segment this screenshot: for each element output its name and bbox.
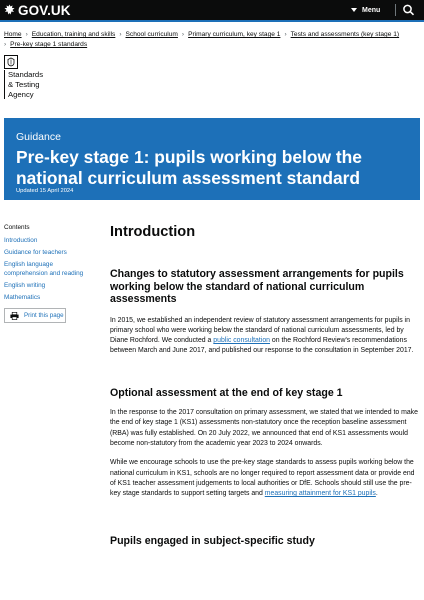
- chevron-right-icon: ›: [284, 31, 287, 38]
- section-heading-subject-specific: Pupils engaged in subject-specific study: [110, 534, 315, 547]
- paragraph-rochford-review: [110, 316, 420, 357]
- contents-list: [4, 224, 96, 323]
- govuk-header: [0, 0, 424, 20]
- updated-date: Updated 15 April 2024: [16, 188, 74, 194]
- header-divider: [395, 4, 396, 16]
- contents-item: [4, 248, 96, 257]
- menu-label: Menu: [362, 6, 381, 14]
- print-button[interactable]: [4, 308, 66, 323]
- organisation-name-line-1: Standards: [8, 70, 44, 79]
- contents-link-english-writing[interactable]: English writing: [4, 282, 46, 289]
- organisation-name-line-2: & Testing: [8, 79, 40, 89]
- menu-button[interactable]: [351, 3, 380, 17]
- main-content: [110, 218, 420, 547]
- paragraph-consultation-response: [110, 408, 420, 449]
- contents-link-introduction[interactable]: Introduction: [4, 237, 38, 244]
- organisation-logo[interactable]: [4, 55, 64, 99]
- section-heading-statutory-changes: Changes to statutory assessment arrangements for pupils working below the standard of national curriculum assessments: [110, 268, 404, 305]
- contents-item: [4, 236, 96, 245]
- breadcrumb-item-school-curriculum[interactable]: School curriculum: [125, 31, 178, 38]
- royal-arms-icon: [4, 55, 18, 69]
- measuring-attainment-link[interactable]: measuring attainment for KS1 pupils: [264, 490, 376, 498]
- paragraph-schools-encouraged: [110, 458, 420, 499]
- paragraph-text: In the response to the 2017 consultation on primary assessment, we stated that we intended to make the end of key stage 1 (KS1) assessments non-statutory once the reception baseline assessment (RBA) was fully established. On 20 July 2022, we announced that end of KS1 assessments would become non-statutory from the academic year 2023 to 2024 onwards.: [110, 409, 418, 448]
- introduction-heading: Introduction: [110, 224, 196, 240]
- public-consultation-link[interactable]: public consultation: [213, 337, 270, 345]
- breadcrumb-row-2: [4, 40, 420, 50]
- page-title: Pre-key stage 1: pupils working below the national curriculum assessment standard: [16, 147, 362, 188]
- paragraph-text: While we encourage schools to use the pre-key stage standards to assess pupils working below the national curriculum in KS1, schools are no longer required to report assessment data or provide end of KS1 teacher assessment judgements to local authorities or DfE. Schools should still use the pre-key stage standards to support setting targets and: [110, 459, 415, 498]
- section-heading-optional-assessment: Optional assessment at the end of key stage 1: [110, 386, 343, 399]
- govuk-logo-link[interactable]: [4, 2, 71, 18]
- paragraph-text: In 2015, we established an independent review of statutory assessment arrangements for pupils in primary school who were working below the standard of national curriculum assessments, led by Diane Rochford. We conducted a: [110, 316, 410, 345]
- breadcrumb: [4, 30, 420, 50]
- breadcrumb-item-education[interactable]: Education, training and skills: [31, 31, 116, 38]
- breadcrumb-item-home[interactable]: Home: [4, 31, 22, 38]
- logo-text: GOV.UK: [18, 2, 71, 18]
- contents-item: [4, 260, 96, 278]
- document-type: Guidance: [16, 131, 61, 143]
- contents-item: [4, 281, 96, 290]
- contents-items: [4, 236, 96, 302]
- title-banner: [4, 118, 420, 200]
- search-icon[interactable]: [402, 4, 416, 16]
- contents-item: [4, 293, 96, 302]
- organisation-name-line-3: Agency: [8, 89, 34, 99]
- paragraph-text: .: [375, 490, 378, 498]
- printer-icon: [10, 312, 19, 320]
- header-accent-bar: [0, 20, 424, 22]
- breadcrumb-item-pre-key-stage[interactable]: Pre-key stage 1 standards: [10, 41, 88, 48]
- paragraph-text: on the Rochford Review's recommendations between March and June 2017, and published our response to the consultation in September 2017.: [110, 337, 414, 355]
- contents-link-english-reading[interactable]: English language comprehension and reading: [4, 261, 84, 277]
- organisation-name: [4, 70, 64, 99]
- contents-link-mathematics[interactable]: Mathematics: [4, 294, 41, 301]
- print-button-label: Print this page: [24, 312, 64, 319]
- chevron-right-icon: ›: [4, 41, 7, 48]
- breadcrumb-item-primary-curriculum[interactable]: Primary curriculum, key stage 1: [188, 31, 281, 38]
- crown-icon: [4, 4, 15, 16]
- contents-title: Contents: [4, 224, 30, 231]
- breadcrumb-item-tests[interactable]: Tests and assessments (key stage 1): [290, 31, 400, 38]
- chevron-down-icon: [351, 8, 357, 12]
- chevron-right-icon: ›: [119, 31, 122, 38]
- breadcrumb-row-1: [4, 30, 420, 40]
- contents-link-guidance-for-teachers[interactable]: Guidance for teachers: [4, 249, 67, 256]
- chevron-right-icon: ›: [181, 31, 185, 38]
- chevron-right-icon: ›: [25, 31, 28, 38]
